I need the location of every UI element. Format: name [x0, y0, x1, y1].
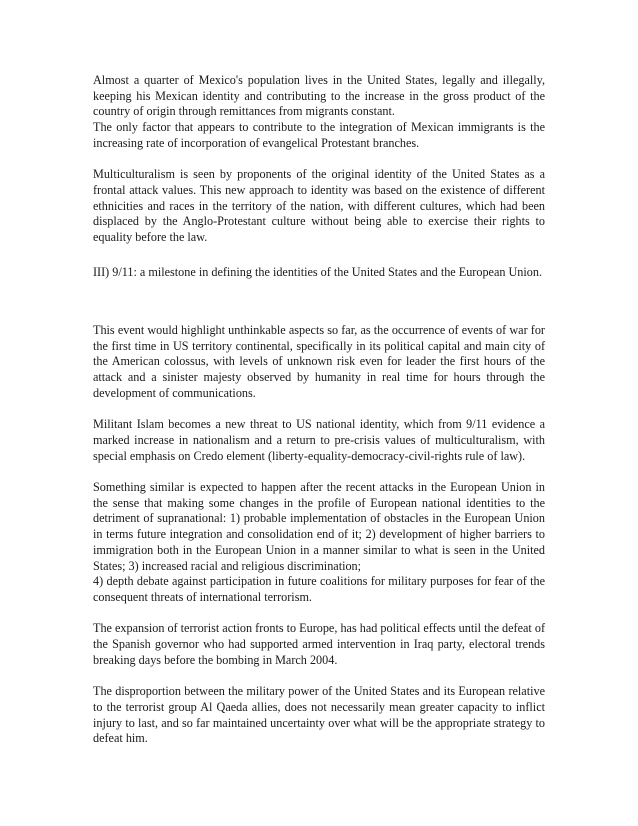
paragraph-integration-factor: The only factor that appears to contribute to the integration of Mexican immigrants is the increasing rate of incorporation of evangelical Protestant branches. — [93, 120, 545, 150]
section-2-body — [93, 323, 545, 747]
paragraph-event-highlight: This event would highlight unthinkable aspects so far, as the occurrence of events of war for the first time in US territory continental, specifically in its political capital and main city of the American colossus, with levels of unknown risk even for leader the first hours of the attack and a sinister majesty observed by humanity in real time for hours through the development of communications. — [93, 323, 545, 400]
section-heading: III) 9/11: a milestone in defining the identities of the United States and the European Union. — [93, 265, 543, 279]
paragraph-militant-islam: Militant Islam becomes a new threat to US national identity, which from 9/11 evidence a marked increase in nationalism and a return to pre-crisis values of multiculturalism, with special emphasis on Credo element (liberty-equality-democracy-civil-rights rule of law). — [93, 417, 545, 463]
paragraph-debate: 4) depth debate against participation in future coalitions for military purposes for fear of the consequent threats of international terrorism. — [93, 574, 545, 604]
paragraph-european-union: Something similar is expected to happen after the recent attacks in the European Union in the sense that making some changes in the profile of European national identities to the detriment of supranational: 1) probable implementation of obstacles in the European Union in terms future integration and consolidation end of it; 2) development of higher barriers to immigration both in the European Union in a manner similar to what is seen in the United States; 3) increased racial and religious discrimination; — [93, 480, 545, 573]
section-1-body — [93, 73, 545, 246]
paragraph-mexico-population: Almost a quarter of Mexico's population lives in the United States, legally and illegally, keeping his Mexican identity and contributing to the increase in the gross product of the country of origin through remittances from migrants constant. — [93, 73, 545, 119]
paragraph-terrorist-expansion: The expansion of terrorist action fronts to Europe, has had political effects until the defeat of the Spanish governor who had supported armed intervention in Iraq party, electoral trends breaking days before the bombing in March 2004. — [93, 621, 545, 667]
paragraph-multiculturalism: Multiculturalism is seen by proponents of the original identity of the United States as a frontal attack values. This new approach to identity was based on the existence of different ethnicities and races in the territory of the nation, with different cultures, which had been displaced by the Anglo-Protestant culture without being able to exercise their rights to equality before the law. — [93, 167, 545, 245]
paragraph-military-disproportion: The disproportion between the military power of the United States and its European relative to the terrorist group Al Qaeda allies, does not necessarily mean greater capacity to inflict injury to last, and so far maintained uncertainty over what will be the appropriate strategy to defeat him. — [93, 684, 545, 746]
